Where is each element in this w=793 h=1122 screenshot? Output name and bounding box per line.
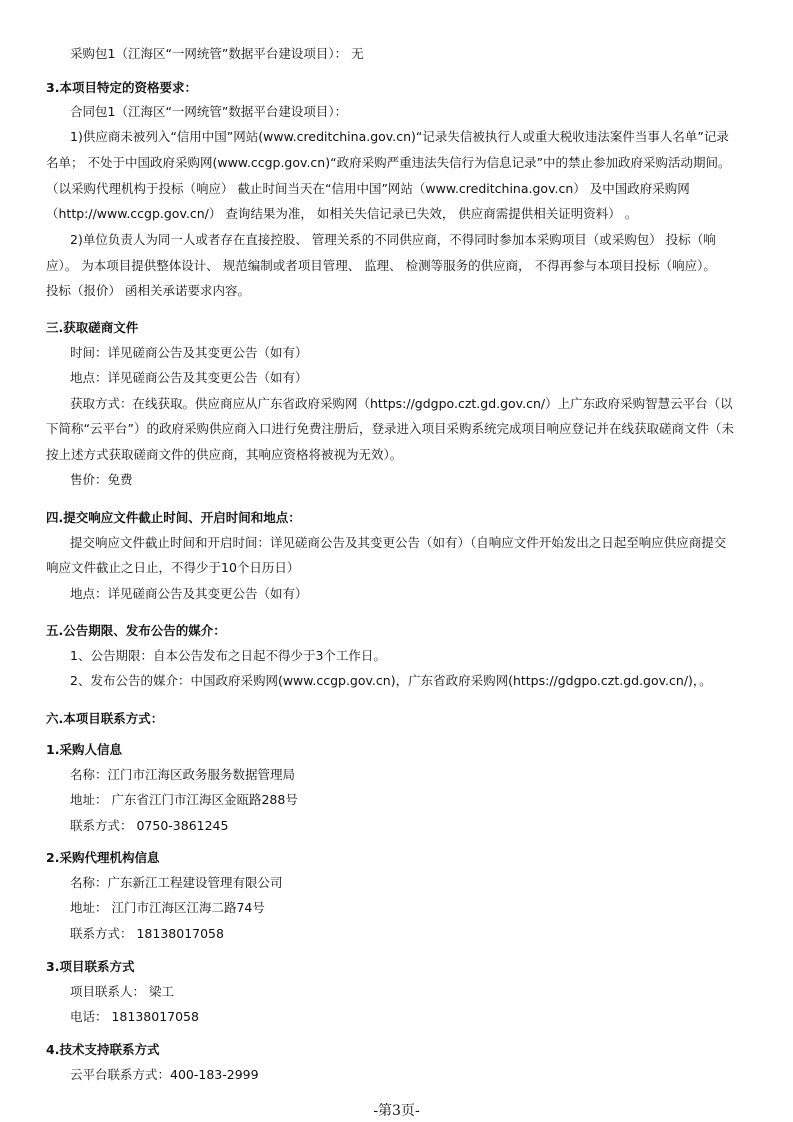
section4-deadline-line1: 提交响应文件截止时间和开启时间：详见磋商公告及其变更公告（如有）（自响应文件开始发出之日起至响应供应商提交	[70, 535, 727, 550]
section5-item1: 1、公告期限：自本公告发布之日起不得少于3个工作日。	[70, 648, 386, 663]
buyer-contact: 联系方式： 0750-3861245	[70, 818, 229, 833]
project-contact-phone: 电话： 18138017058	[70, 1009, 199, 1024]
agency-address: 地址： 江门市江海区江海二路74号	[70, 900, 265, 915]
section3-method-line3: 按上述方式获取磋商文件的供应商，其响应资格将被视为无效）。	[46, 447, 403, 462]
qualification-item1-line1: 1)供应商未被列入“信用中国”网站(www.creditchina.gov.cn)“记录失信被执行人或重大税收违法案件当事人名单”记录	[70, 129, 729, 144]
tech-support-heading: 4.技术支持联系方式	[46, 1042, 160, 1057]
qualification-item2-line1: 2)单位负责人为同一人或者存在直接控股、 管理关系的不同供应商，不得同时参加本采购项目（或采购包） 投标（响	[70, 232, 716, 247]
section5-item2: 2、发布公告的媒介：中国政府采购网(www.ccgp.gov.cn)，广东省政府采购网(https://gdgpo.czt.gd.gov.cn/)，。	[70, 673, 712, 688]
section3-method-line1: 获取方式：在线获取。供应商应从广东省政府采购网（https://gdgpo.czt.gd.gov.cn/）上广东政府采购智慧云平台（以	[70, 396, 733, 411]
section4-heading: 四.提交响应文件截止时间、开启时间和地点：	[46, 510, 301, 525]
buyer-name: 名称：江门市江海区政务服务数据管理局	[70, 767, 296, 782]
contract-package-line: 合同包1（江海区“一网统管”数据平台建设项目）：	[70, 104, 348, 119]
qualification-heading: 3.本项目特定的资格要求：	[46, 80, 197, 95]
agency-name: 名称：广东新江工程建设管理有限公司	[70, 875, 283, 890]
qualification-item1-line2: 名单； 不处于中国政府采购网(www.ccgp.gov.cn)“政府采购严重违法失信行为信息记录”中的禁止参加政府采购活动期间。	[46, 155, 731, 170]
section3-time: 时间：详见磋商公告及其变更公告（如有）	[70, 345, 308, 360]
section3-heading: 三.获取磋商文件	[46, 320, 139, 335]
package-requirement-line: 采购包1（江海区“一网统管”数据平台建设项目）： 无	[70, 46, 364, 61]
project-contact-person: 项目联系人： 梁工	[70, 984, 174, 999]
project-contact-heading: 3.项目联系方式	[46, 959, 135, 974]
section4-deadline-line2: 响应文件截止之日止，不得少于10个日历日）	[46, 560, 300, 575]
section3-method-line2: 下简称“云平台”）的政府采购供应商入口进行免费注册后，登录进入项目采购系统完成项目响应登记并在线获取磋商文件（未	[46, 421, 734, 436]
buyer-address: 地址： 广东省江门市江海区金瓯路288号	[70, 792, 298, 807]
buyer-heading: 1.采购人信息	[46, 742, 122, 757]
section3-price: 售价：免费	[70, 472, 133, 487]
agency-heading: 2.采购代理机构信息	[46, 850, 160, 865]
page-number: -第3页-	[373, 1103, 420, 1119]
qualification-item1-line4: （http://www.ccgp.gov.cn/） 查询结果为准， 如相关失信记录已失效， 供应商需提供相关证明资料） 。	[46, 206, 638, 221]
section4-place: 地点：详见磋商公告及其变更公告（如有）	[70, 586, 308, 601]
section3-place: 地点：详见磋商公告及其变更公告（如有）	[70, 370, 308, 385]
section6-heading: 六.本项目联系方式：	[46, 711, 164, 726]
agency-contact: 联系方式： 18138017058	[70, 926, 224, 941]
section5-heading: 五.公告期限、发布公告的媒介：	[46, 623, 226, 638]
qualification-item1-line3: （以采购代理机构于投标（响应） 截止时间当天在“信用中国”网站（www.creditchina.gov.cn） 及中国政府采购网	[46, 181, 690, 196]
qualification-item2-line2: 应）。 为本项目提供整体设计、 规范编制或者项目管理、 监理、 检测等服务的供应商， 不得再参与本项目投标（响应）。	[46, 258, 716, 273]
qualification-item2-line3: 投标（报价） 函相关承诺要求内容。	[46, 283, 250, 298]
tech-support-contact: 云平台联系方式：400-183-2999	[70, 1067, 259, 1082]
